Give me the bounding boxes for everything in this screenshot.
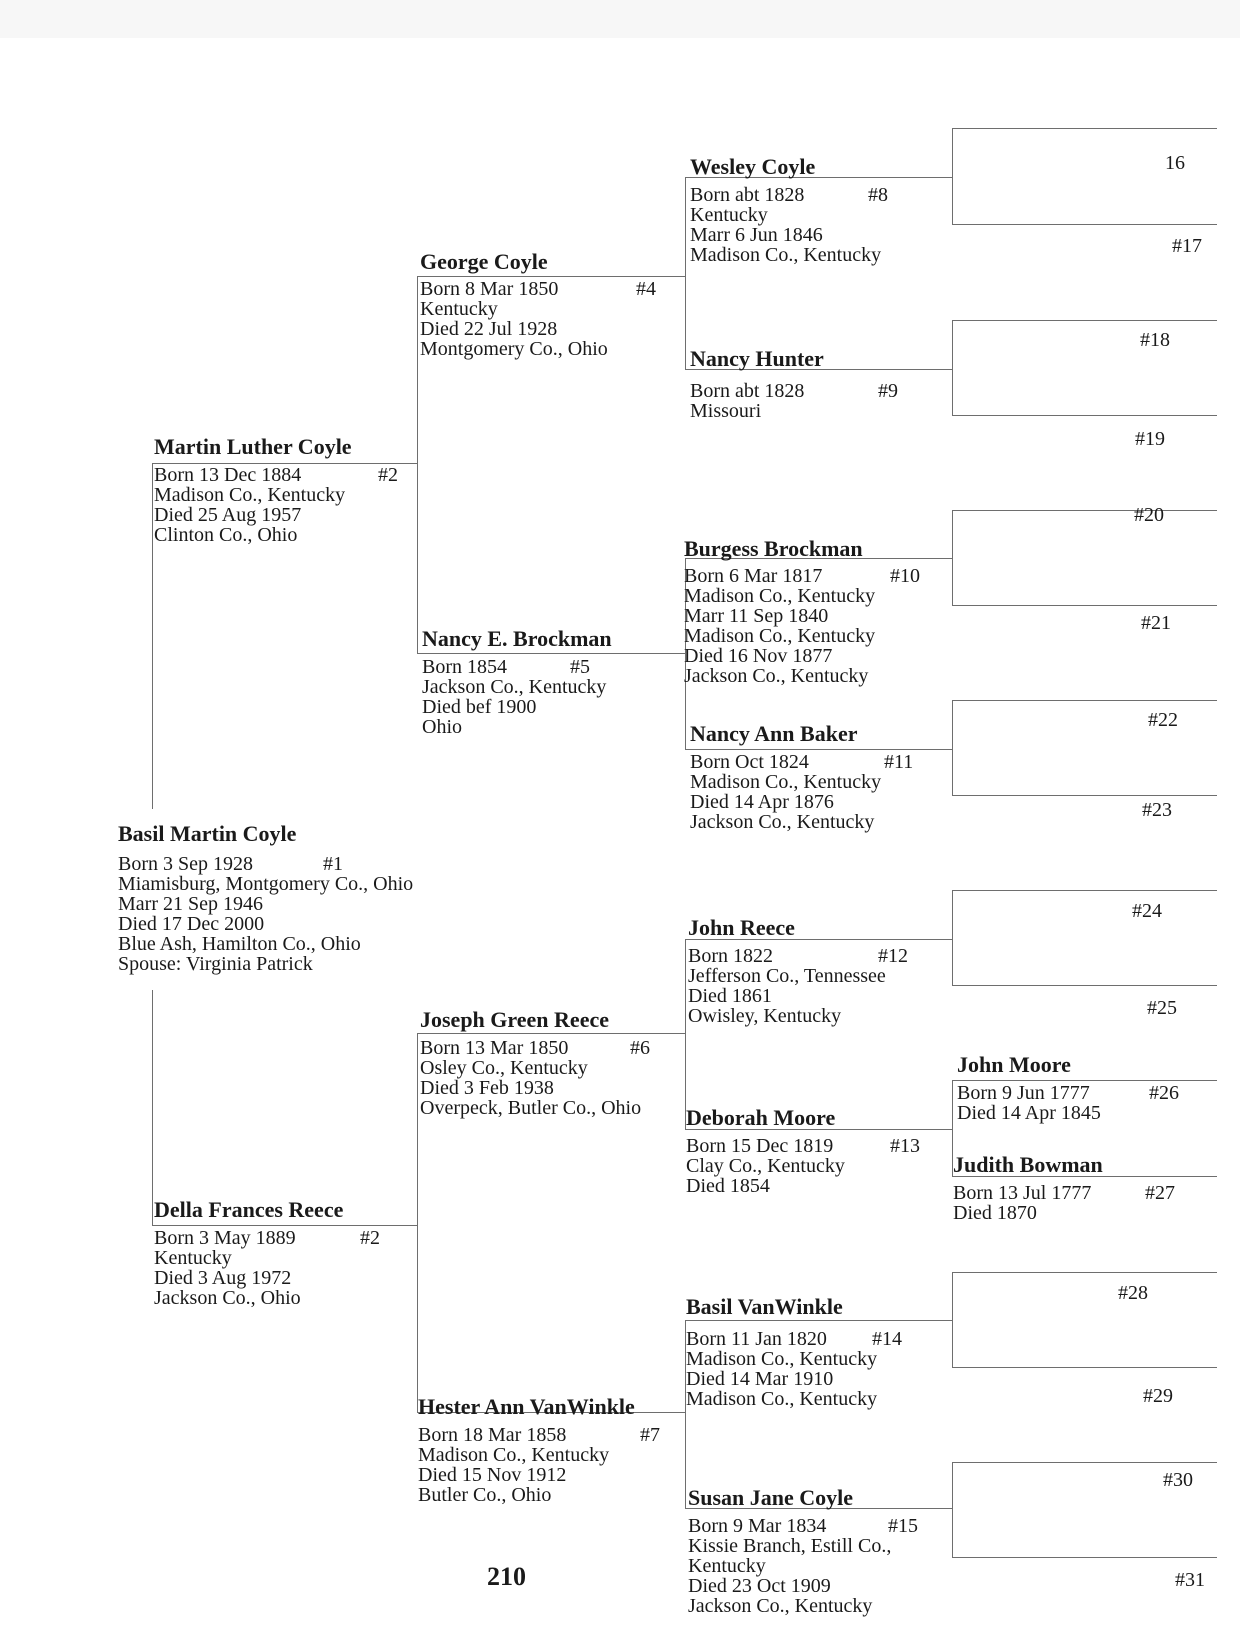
- died-line: Died 14 Mar 1910: [686, 1368, 834, 1390]
- born-place-line-2: Kentucky: [688, 1555, 766, 1577]
- ahnentafel-number: #7: [640, 1424, 660, 1446]
- person-name: Judith Bowman: [953, 1152, 1103, 1177]
- died-line: Died bef 1900: [422, 696, 537, 718]
- person-name: Nancy Ann Baker: [690, 721, 858, 746]
- died-line: Died 16 Nov 1877: [684, 645, 833, 667]
- died-line: Died 3 Feb 1938: [420, 1077, 554, 1099]
- slot-number: #31: [1175, 1569, 1205, 1591]
- ahnentafel-number: #13: [890, 1135, 920, 1157]
- born-place-line: Madison Co., Kentucky: [418, 1444, 610, 1466]
- slot-number: 16: [1165, 152, 1185, 174]
- person-george-coyle: [420, 249, 656, 360]
- born-line: Born 8 Mar 1850: [420, 278, 559, 300]
- person-martin-luther-coyle: [154, 434, 398, 546]
- died-line: Died 1854: [686, 1175, 770, 1197]
- ahnentafel-number: #4: [636, 278, 656, 300]
- person-name: Della Frances Reece: [154, 1197, 344, 1222]
- page-number: 210: [487, 1562, 526, 1591]
- died-place-line: Madison Co., Kentucky: [686, 1388, 878, 1410]
- ahnentafel-number: #11: [884, 751, 914, 773]
- ahnentafel-number: #8: [868, 184, 888, 206]
- born-place-line: Kentucky: [420, 298, 498, 320]
- slot-number: #28: [1118, 1282, 1148, 1304]
- ahnentafel-number: #15: [888, 1515, 918, 1537]
- born-line: Born 3 May 1889: [154, 1227, 296, 1249]
- marriage-line: Marr 6 Jun 1846: [690, 224, 823, 246]
- slot-number: #18: [1140, 329, 1170, 351]
- person-susan-jane-coyle: [688, 1485, 918, 1617]
- slot-number: #30: [1163, 1469, 1193, 1491]
- person-judith-bowman: [953, 1152, 1175, 1224]
- died-place-line: Owisley, Kentucky: [688, 1005, 842, 1027]
- born-place-line: Kentucky: [154, 1247, 232, 1269]
- person-joseph-green-reece: [420, 1007, 650, 1119]
- ahnentafel-number: #12: [878, 945, 908, 967]
- born-place-line: Madison Co., Kentucky: [684, 585, 876, 607]
- born-line: Born 1854: [422, 656, 507, 678]
- slot-number: #20: [1134, 504, 1164, 526]
- slot-number: #24: [1132, 900, 1162, 922]
- born-line: Born 9 Mar 1834: [688, 1515, 827, 1537]
- person-burgess-brockman: [684, 536, 920, 687]
- died-line: Died 1861: [688, 985, 772, 1007]
- died-line: Died 22 Jul 1928: [420, 318, 558, 340]
- born-place-line: Madison Co., Kentucky: [686, 1348, 878, 1370]
- person-name: John Moore: [957, 1052, 1071, 1077]
- born-line: Born 1822: [688, 945, 773, 967]
- died-line: Died 17 Dec 2000: [118, 913, 265, 935]
- person-name: Basil Martin Coyle: [118, 821, 297, 846]
- scan-top-margin: [0, 0, 1240, 38]
- ahnentafel-number: #27: [1145, 1182, 1175, 1204]
- person-basil-martin-coyle: [118, 822, 413, 974]
- born-line: Born 18 Mar 1858: [418, 1424, 567, 1446]
- ahnentafel-number: #26: [1149, 1082, 1179, 1104]
- person-nancy-hunter: [690, 346, 898, 422]
- died-line: Died 14 Apr 1876: [690, 791, 834, 813]
- died-line: Died 14 Apr 1845: [957, 1102, 1101, 1124]
- died-place-line: Ohio: [422, 716, 462, 738]
- born-line: Born 3 Sep 1928: [118, 853, 253, 875]
- born-line: Born Oct 1824: [690, 751, 809, 773]
- ahnentafel-number: #10: [890, 565, 920, 587]
- born-place-line: Osley Co., Kentucky: [420, 1057, 588, 1079]
- person-john-reece: [688, 915, 908, 1027]
- born-line: Born 13 Jul 1777: [953, 1182, 1092, 1204]
- slot-number: #17: [1172, 235, 1202, 257]
- born-line: Born abt 1828: [690, 184, 805, 206]
- person-basil-vanwinkle: [686, 1294, 902, 1410]
- died-line: Died 15 Nov 1912: [418, 1464, 567, 1486]
- ahnentafel-number: #5: [570, 656, 590, 678]
- person-name: Martin Luther Coyle: [154, 434, 352, 459]
- ahnentafel-number: #1: [323, 853, 343, 875]
- person-name: Nancy E. Brockman: [422, 626, 612, 651]
- slot-number: #23: [1142, 799, 1172, 821]
- born-place-line: Madison Co., Kentucky: [154, 484, 346, 506]
- ahnentafel-number: #14: [872, 1328, 902, 1350]
- died-place-line: Butler Co., Ohio: [418, 1484, 552, 1506]
- spouse-line: Spouse: Virginia Patrick: [118, 953, 313, 975]
- slot-number: #25: [1147, 997, 1177, 1019]
- died-place-line: Jackson Co., Kentucky: [688, 1595, 873, 1617]
- person-name: John Reece: [688, 915, 795, 940]
- born-line: Born 9 Jun 1777: [957, 1082, 1090, 1104]
- person-nancy-e-brockman: [422, 627, 612, 737]
- born-place-line: Jefferson Co., Tennessee: [688, 965, 886, 987]
- marriage-line: Marr 11 Sep 1840: [684, 605, 829, 627]
- died-place-line: Montgomery Co., Ohio: [420, 338, 608, 360]
- born-line: Born abt 1828: [690, 380, 805, 402]
- marriage-place-line: Madison Co., Kentucky: [684, 625, 876, 647]
- person-name: George Coyle: [420, 249, 548, 274]
- died-line: Died 23 Oct 1909: [688, 1575, 831, 1597]
- died-place-line: Blue Ash, Hamilton Co., Ohio: [118, 933, 361, 955]
- died-place-line: Jackson Co., Kentucky: [684, 665, 869, 687]
- born-place-line: Kentucky: [690, 204, 768, 226]
- person-john-moore: [957, 1052, 1179, 1124]
- ahnentafel-number: #2: [378, 464, 398, 486]
- born-place-line: Clay Co., Kentucky: [686, 1155, 845, 1177]
- person-della-frances-reece: [154, 1197, 380, 1309]
- person-name: Wesley Coyle: [690, 154, 816, 179]
- born-place-line: Miamisburg, Montgomery Co., Ohio: [118, 873, 414, 895]
- died-line: Died 25 Aug 1957: [154, 504, 302, 526]
- ahnentafel-number: #9: [878, 380, 898, 402]
- person-hester-ann-vanwinkle: [418, 1394, 660, 1506]
- person-name: Nancy Hunter: [690, 346, 824, 371]
- person-name: Hester Ann VanWinkle: [418, 1394, 635, 1419]
- born-place-line: Kissie Branch, Estill Co.,: [688, 1535, 892, 1557]
- born-line: Born 15 Dec 1819: [686, 1135, 834, 1157]
- person-name: Basil VanWinkle: [686, 1294, 843, 1319]
- born-line: Born 11 Jan 1820: [686, 1328, 827, 1350]
- born-place-line: Madison Co., Kentucky: [690, 771, 882, 793]
- died-place-line: Clinton Co., Ohio: [154, 524, 298, 546]
- marriage-place-line: Madison Co., Kentucky: [690, 244, 882, 266]
- person-wesley-coyle: [690, 154, 888, 266]
- ahnentafel-number: #6: [630, 1037, 650, 1059]
- slot-number: #22: [1148, 709, 1178, 731]
- born-line: Born 6 Mar 1817: [684, 565, 823, 587]
- person-name: Susan Jane Coyle: [688, 1485, 854, 1510]
- slot-number: #19: [1135, 428, 1165, 450]
- died-line: Died 1870: [953, 1202, 1037, 1224]
- born-line: Born 13 Dec 1884: [154, 464, 302, 486]
- slot-number: #29: [1143, 1385, 1173, 1407]
- person-name: Deborah Moore: [686, 1105, 836, 1130]
- died-place-line: Jackson Co., Ohio: [154, 1287, 301, 1309]
- ahnentafel-number: #2: [360, 1227, 380, 1249]
- died-place-line: Jackson Co., Kentucky: [690, 811, 875, 833]
- died-line: Died 3 Aug 1972: [154, 1267, 292, 1289]
- born-line: Born 13 Mar 1850: [420, 1037, 569, 1059]
- marriage-line: Marr 21 Sep 1946: [118, 893, 263, 915]
- died-place-line: Overpeck, Butler Co., Ohio: [420, 1097, 642, 1119]
- born-place-line: Missouri: [690, 400, 762, 422]
- born-place-line: Jackson Co., Kentucky: [422, 676, 607, 698]
- person-name: Burgess Brockman: [684, 536, 863, 561]
- person-deborah-moore: [686, 1105, 920, 1197]
- slot-number: #21: [1141, 612, 1171, 634]
- person-name: Joseph Green Reece: [420, 1007, 609, 1032]
- person-nancy-ann-baker: [690, 721, 914, 833]
